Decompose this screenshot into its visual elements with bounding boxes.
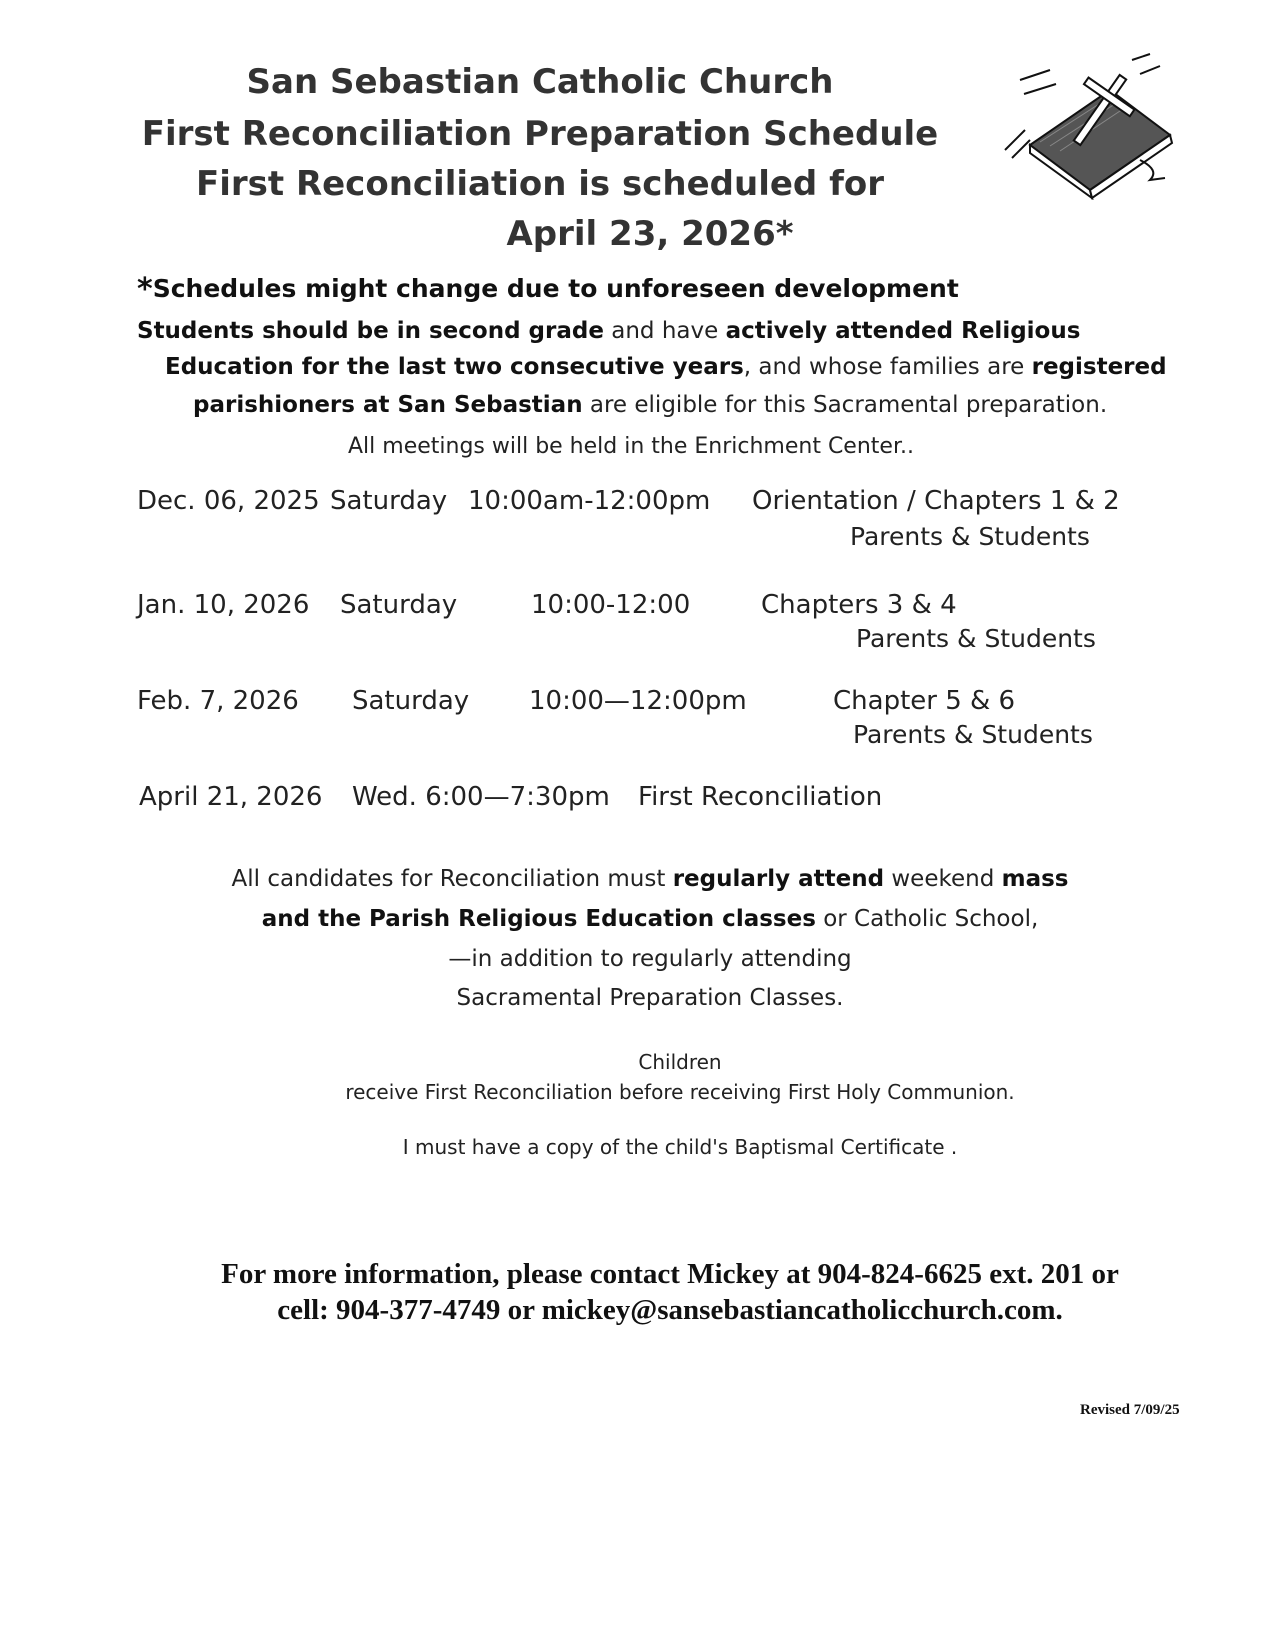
schedule-title: First Reconciliation Preparation Schedule [141,114,939,154]
scheduled-for-heading: First Reconciliation is scheduled for [195,164,885,204]
certificate-note: I must have a copy of the child's Baptismal Certificate . [402,1135,958,1159]
reconciliation-date: April 23, 2026* [506,214,794,254]
schedule-day: Saturday [340,590,458,620]
eligibility-line-2: Education for the last two consecutive years, and whose families are registered [165,354,1167,380]
children-note-line-2: receive First Reconciliation before receiving First Holy Communion. [345,1080,1015,1104]
eligibility-line-1: Students should be in second grade and have actively attended Religious [137,318,1081,344]
requirements-line-1: All candidates for Reconciliation must regularly attend weekend mass [231,866,1069,892]
schedule-time: 10:00am-12:00pm [468,486,711,516]
schedule-topic: Orientation / Chapters 1 & 2 [752,486,1120,516]
meetings-location-note: All meetings will be held in the Enrichment Center.. [348,434,914,459]
schedule-attendees: Parents & Students [850,522,1090,551]
schedule-topic: Chapter 5 & 6 [833,686,1016,716]
requirements-line-3: —in addition to regularly attending [448,946,852,972]
church-name: San Sebastian Catholic Church [246,62,834,102]
children-note-line-1: Children [638,1050,722,1074]
schedule-date: Jan. 10, 2026 [137,590,310,620]
revised-date: Revised 7/09/25 [1080,1402,1180,1418]
schedule-date: April 21, 2026 [139,782,323,812]
schedule-day-time: Wed. 6:00—7:30pm [352,782,610,812]
schedule-date: Dec. 06, 2025 [137,486,320,516]
cross-bible-icon [1000,50,1200,200]
schedule-attendees: Parents & Students [853,720,1093,749]
schedule-time: 10:00—12:00pm [529,686,747,716]
schedule-date: Feb. 7, 2026 [137,686,299,716]
schedule-attendees: Parents & Students [856,624,1096,653]
schedule-topic: First Reconciliation [638,782,883,812]
schedule-change-notice: *Schedules might change due to unforeseen development [137,272,959,307]
contact-line-2: cell: 904-377-4749 or mickey@sansebastiancatholicchurch.com. [277,1294,1063,1326]
schedule-topic: Chapters 3 & 4 [761,590,957,620]
requirements-line-4: Sacramental Preparation Classes. [456,985,844,1011]
schedule-day: Saturday [330,486,448,516]
contact-line-1: For more information, please contact Mickey at 904-824-6625 ext. 201 or [221,1258,1119,1290]
schedule-time: 10:00-12:00 [531,590,691,620]
schedule-day: Saturday [352,686,470,716]
eligibility-line-3: parishioners at San Sebastian are eligible for this Sacramental preparation. [193,392,1108,418]
requirements-line-2: and the Parish Religious Education classes or Catholic School, [261,906,1039,932]
